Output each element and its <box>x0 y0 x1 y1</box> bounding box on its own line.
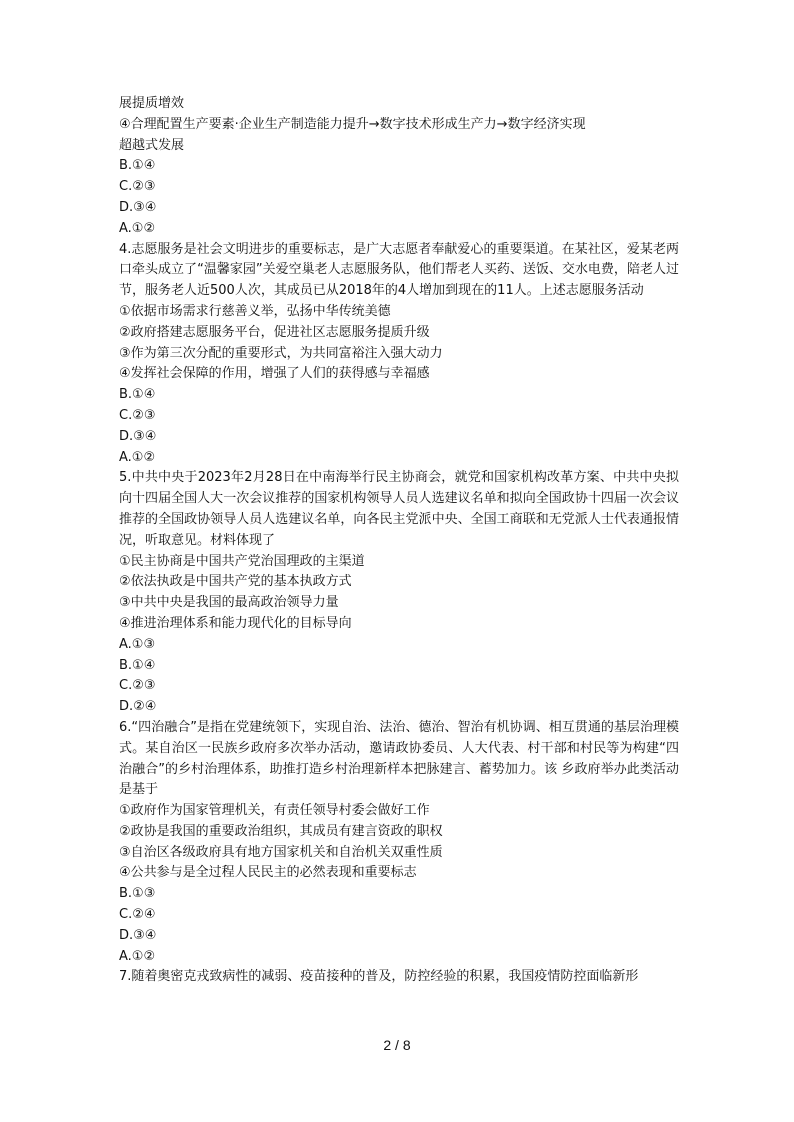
answer-option: B.①③ <box>119 886 156 902</box>
question-6 <box>119 718 679 968</box>
statement: ②政协是我国的重要政治组织，其成员有建言资政的职权 <box>119 823 443 839</box>
text-line: 超越式发展 <box>119 137 185 153</box>
question-3-continuation <box>119 94 679 240</box>
statement: ④发挥社会保障的作用，增强了人们的获得感与幸福感 <box>119 366 430 382</box>
statement: ①政府作为国家管理机关，有责任领导村委会做好工作 <box>119 803 430 819</box>
question-7 <box>119 967 679 988</box>
question-4 <box>119 240 679 469</box>
question-stem: 6.“四治融合”是指在党建统领下，实现自治、法治、德治、智治有机协调、相互贯通的基层治理模式。某自治区一民族乡政府多次举办活动，邀请政协委员、人大代表、村干部和村民等为构建“四治融合”的乡村治理体系，助推打造乡村治理新样本把脉建言、蓄势加力。该 乡政府举办此类活动是基于 <box>119 719 679 798</box>
statement: ①民主协商是中国共产党治国理政的主渠道 <box>119 553 365 569</box>
statement: ①依据市场需求行慈善义举，弘扬中华传统美德 <box>119 303 391 319</box>
statement: ③自治区各级政府具有地方国家机关和自治机关双重性质 <box>119 844 443 860</box>
question-5 <box>119 468 679 718</box>
answer-option: D.③④ <box>119 199 157 215</box>
answer-option: B.①④ <box>119 387 156 403</box>
answer-option: C.②③ <box>119 407 156 423</box>
statement: ②政府搭建志愿服务平台，促进社区志愿服务提质升级 <box>119 324 430 340</box>
answer-option: A.①② <box>119 220 156 236</box>
text-line: 展提质增效 <box>119 96 185 111</box>
statement: ④公共参与是全过程人民民主的必然表现和重要标志 <box>119 865 417 881</box>
answer-option: B.①④ <box>119 657 156 673</box>
answer-option: D.②④ <box>119 699 157 715</box>
answer-option: B.①④ <box>119 158 156 174</box>
statement: ④推进治理体系和能力现代化的目标导向 <box>119 615 352 631</box>
answer-option: A.①② <box>119 948 156 964</box>
answer-option: C.②④ <box>119 907 156 923</box>
answer-option: D.③④ <box>119 927 157 943</box>
answer-option: C.②③ <box>119 179 156 195</box>
page-number: 2 / 8 <box>383 1037 411 1053</box>
statement: ②依法执政是中国共产党的基本执政方式 <box>119 574 352 590</box>
question-stem: 4.志愿服务是社会文明进步的重要标志，是广大志愿者奉献爱心的重要渠道。在某社区，爱某老两口牵头成立了“温馨家园”关爱空巢老人志愿服务队，他们帮老人买药、送饭、交水电费，陪老人过节，服务老人近500人次，其成员已从2018年的4人增加到现在的11人。上述志愿服务活动 <box>119 241 679 299</box>
text-line: ④合理配置生产要素·企业生产制造能力提升→数字技术形成生产力→数字经济实现 <box>119 116 586 132</box>
answer-option: D.③④ <box>119 428 157 444</box>
document-body <box>119 94 679 988</box>
question-stem: 7.随着奥密克戎致病性的减弱、疫苗接种的普及，防控经验的积累，我国疫情防控面临新形 <box>119 969 639 985</box>
statement: ③作为第三次分配的重要形式，为共同富裕注入强大动力 <box>119 345 443 361</box>
answer-option: A.①③ <box>119 636 156 652</box>
answer-option: A.①② <box>119 449 156 465</box>
question-stem: 5.中共中央于2023年2月28日在中南海举行民主协商会，就党和国家机构改革方案、中共中央拟向十四届全国人大一次会议推荐的国家机构领导人员人选建议名单和拟向全国政协十四届一次会议推荐的全国政协领导人员人选建议名单，向各民主党派中央、全国工商联和无党派人士代表通报情况，听取意见。材料体现了 <box>119 470 679 548</box>
answer-option: C.②③ <box>119 678 156 694</box>
statement: ③中共中央是我国的最高政治领导力量 <box>119 595 339 611</box>
